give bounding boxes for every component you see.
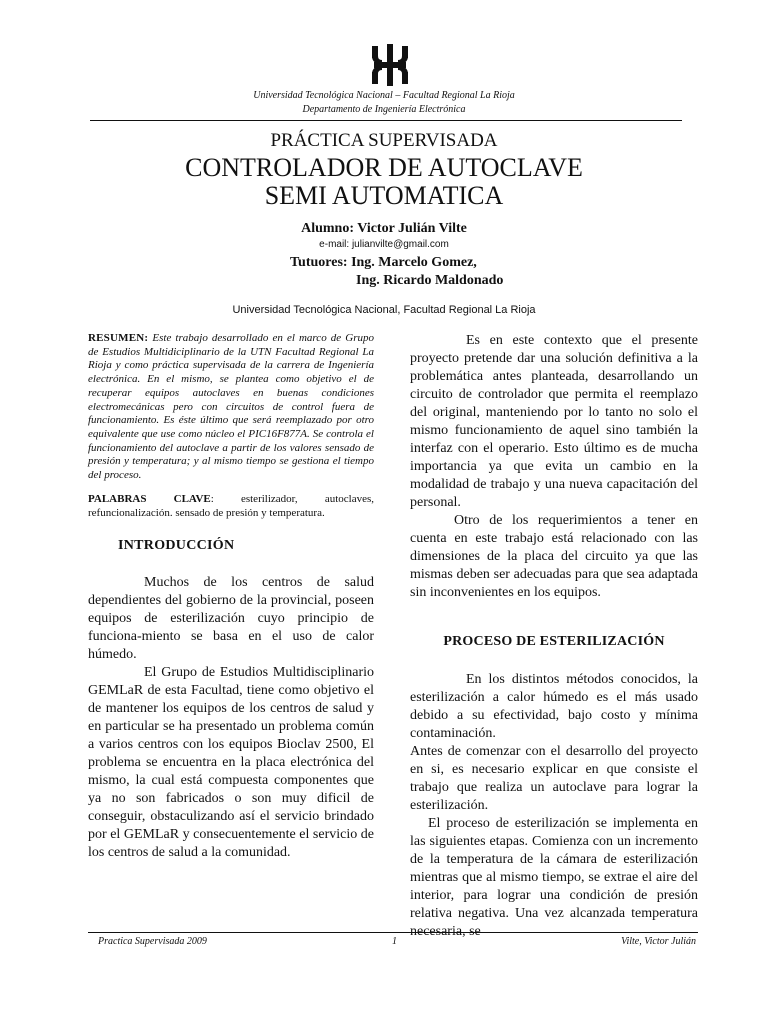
left-column <box>88 332 374 862</box>
utn-logo-icon <box>370 44 410 86</box>
keywords <box>88 492 374 520</box>
document-title-line2: SEMI AUTOMATICA <box>264 181 504 210</box>
page-number: 1 <box>392 936 397 947</box>
header-divider <box>90 120 682 121</box>
abstract-label: RESUMEN: <box>88 332 149 344</box>
document-title-line1: CONTROLADOR DE AUTOCLAVE <box>185 153 583 182</box>
document-supertitle: PRÁCTICA SUPERVISADA <box>270 130 498 151</box>
footer-divider <box>88 932 698 933</box>
intro-paragraph-1: Muchos de los centros de salud dependientes del gobierno de la provincial, poseen equipos de esterilización cuyo principio de funciona-miento se basa en el uso de calor húmedo. <box>88 574 374 662</box>
institution-name: Universidad Tecnológica Nacional – Facultad Regional La Rioja <box>253 90 515 101</box>
intro-paragraph-2: El Grupo de Estudios Multidisciplinario GEMLaR de esta Facultad, tiene como objetivo el de mantener los equipos de los centros de salud y en particular se ha presentado un problema común a varios centros con los equipos Bioclav 2500, El problema se encuentra en la placa electrónica del mismo, la cual está compuesta componentes que ya no son fabricados o son muy dificil de conseguir, obstaculizando así el servicio brindado por el GEMLaR y consecuentemente el servicio de los centros de salud a la comunidad. <box>88 664 374 860</box>
author-name: Alumno: Victor Julián Vilte <box>301 221 467 236</box>
tutors-line2: Ing. Ricardo Maldonado <box>356 273 504 288</box>
requirements-paragraph: Otro de los requerimientos a tener en cuenta en este trabajo está relacionado con las dimensiones de la placa del circuito ya que las mismas deben ser adecuadas para que sea adaptada sin inconvenientes en los equipos. <box>410 513 698 600</box>
department-name: Departamento de Ingeniería Electrónica <box>302 104 466 115</box>
process-paragraph-3: El proceso de esterilización se implementa en las siguientes etapas. Comienza con un incremento de la temperatura de la cámara de esterilización mientras que al mismo tiempo, se extrae el aire del interior, para lograr una condición de presión relativa negativa. Una vez alcanzada temperatura necesaria, se <box>410 816 698 939</box>
context-paragraph: Es en este contexto que el presente proyecto pretende dar una solución definitiva a la problemática antes planteada, desarrollando un circuito de controlador que permita el reemplazo del original, manteniendo por lo tanto no solo el mismo funcionamiento de aquel sino también la interfaz con el operario. Esto último es de mucha importancia ya que evita un cambio en la modalidad de trabajo y una nueva capacitación del personal. <box>410 333 698 510</box>
tutors-block <box>290 254 503 290</box>
right-column <box>410 332 698 941</box>
keywords-text: : esterilizador, autoclaves, refuncionalización. sensado de presión y temperatura. <box>88 492 374 519</box>
abstract-text: Este trabajo desarrollado en el marco de Grupo de Estudios Multidiciplinario de la UTN Facultad Regional La Rioja y como práctica supervisada de la carrera de Ingeniería electrónica. En el mismo, se plantea como objetivo el de recuperar equipos autoclaves en buenas condiciones electromecánicas pero con circuitos de control fuera de funcionamiento. Es éste último que será reemplazado por otro equivalente que use como núcleo el PIC16F877A. Se controla el funcionamiento del autoclave a partir de los valores sensado de presión y temperatura; y al mismo tiempo se gestiona el tiempo del proceso. <box>88 332 375 482</box>
footer-right: Vilte, Victor Julián <box>621 936 696 947</box>
process-paragraph-2: Antes de comenzar con el desarrollo del proyecto en si, es necesario explicar en que consiste el trabajo que realiza un autoclave para lograr la esterilización. <box>410 744 698 813</box>
abstract <box>88 332 374 483</box>
author-email: e-mail: julianvilte@gmail.com <box>319 239 449 250</box>
tutors-line1: Tutuores: Ing. Marcelo Gomez, <box>290 255 477 270</box>
keywords-label: PALABRAS CLAVE <box>88 492 211 505</box>
process-heading: PROCESO DE ESTERILIZACIÓN <box>443 634 665 649</box>
introduction-heading: INTRODUCCIÓN <box>118 537 235 553</box>
author-affiliation: Universidad Tecnológica Nacional, Facultad Regional La Rioja <box>232 304 536 316</box>
footer-left: Practica Supervisada 2009 <box>98 936 207 947</box>
process-paragraph-1: En los distintos métodos conocidos, la esterilización a calor húmedo es el más usado debido a su efectividad, bajo costo y mínima contaminación. <box>410 672 698 741</box>
